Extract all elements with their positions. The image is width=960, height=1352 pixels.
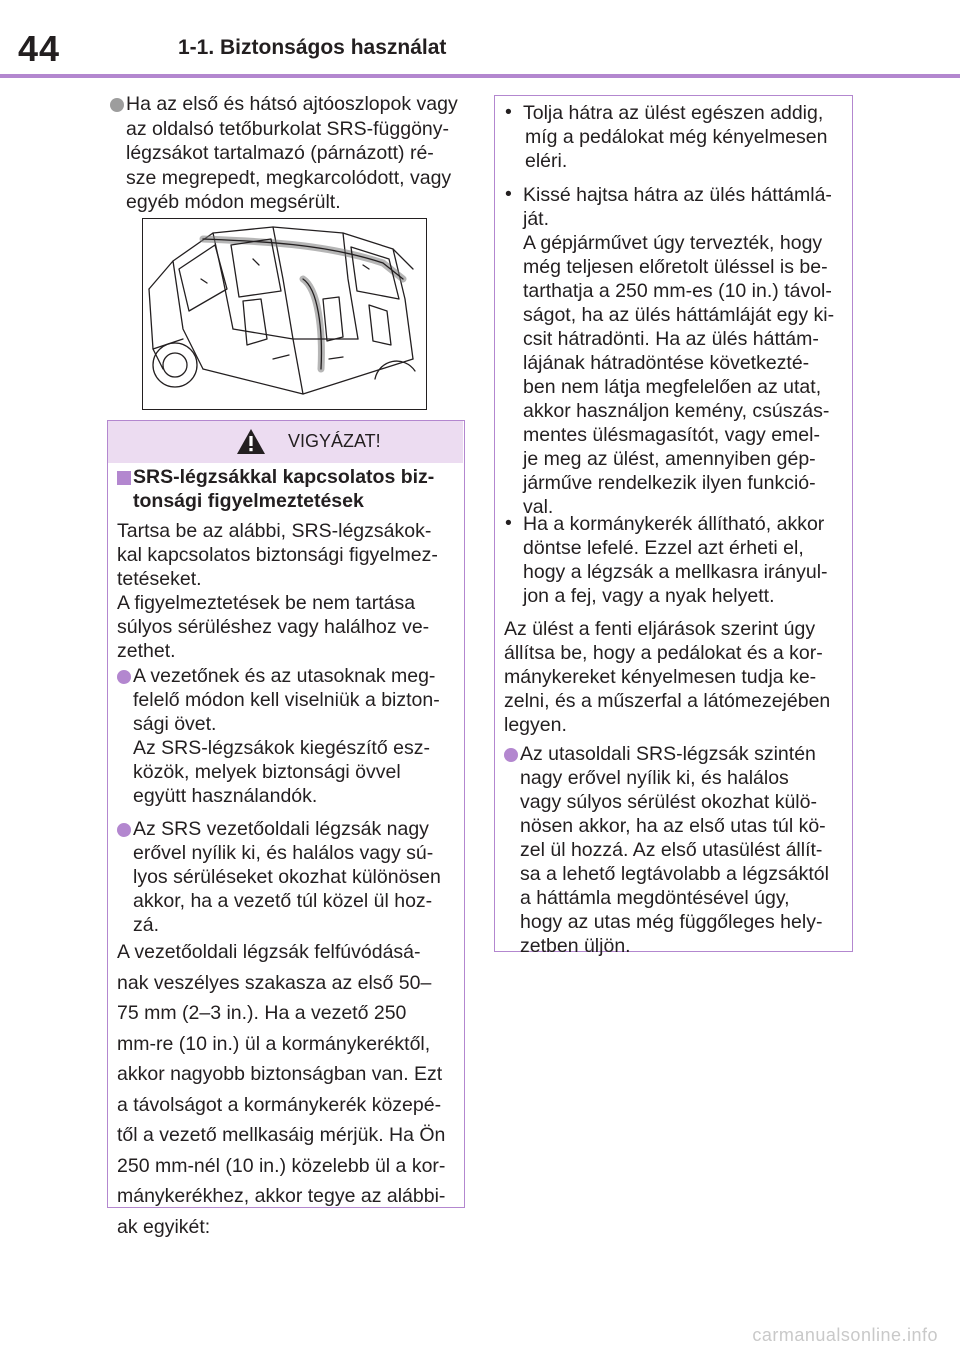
page-number: 44 (18, 28, 61, 69)
header-rule (0, 74, 960, 78)
bullet-dot-icon (117, 670, 131, 684)
section-square-icon (117, 471, 131, 485)
passenger-airbag-bullet: Az utasoldali SRS-légzsák szintén nagy erővel nyílik ki, és halálos vagy súlyos sérülést okozhat külö- nösen akkor, ha az első utas túl kö- zel ül hozzá. Az első utasülést állít- sa a lehető legtávolabb a légzsáktól a háttámla megdöntésével úgy, hogy az utas még függőleges hely- zetben üljön. (520, 743, 829, 957)
warning-header (108, 421, 463, 463)
warning-title: VIGYÁZAT! (288, 431, 381, 451)
warning-body: A vezetőoldali légzsák felfúvódásá- nak veszélyes szakasza az első 50– 75 mm (2–3 in.). Ha a vezető 250 mm-re (10 in.) ül a kormánykeréktől, akkor nagyobb biztonságban van. Ezt a távolságot a kormánykerék közepé- től a vezető mellkasáig mérjük. Ha Ön 250 mm-nél (10 in.) közelebb ül a kor- mánykerékhez, akkor tegye az alábbi- ak egyikét: (117, 941, 446, 1238)
list-marker: • (505, 101, 512, 123)
bullet-dot-icon (117, 823, 131, 837)
page-header (0, 0, 960, 80)
bullet-dot-icon (110, 98, 124, 112)
car-airbag-drawing (143, 219, 425, 408)
bullet-dot-icon (504, 748, 518, 762)
step-recline-seat: Kissé hajtsa hátra az ülés háttámlá- ját. A gépjárművet úgy tervezték, hogy még teljesen előretolt üléssel is be- tarthatja a 250 mm-es (10 in.) távol- ságot, ha az ülés háttámláját egy ki- csit hátradönti. Ha az ülés háttám- lájának hátradöntése következté- ben nem látja megfelelően az utat, akkor használjon kemény, csúszás- mentes ülésmagasítót, vagy emel- je meg az ülést, amennyiben gép- járműve rendelkezik ilyen funkció- val. (523, 184, 835, 518)
warning-bullet-driver-airbag: Az SRS vezetőoldali légzsák nagy erővel nyílik ki, és halálos vagy sú- lyos sérüléseket okozhat különösen akkor, ha a vezető túl közel ül hoz- zá. (133, 818, 441, 936)
section-title: 1-1. Biztonságos használat (178, 36, 447, 59)
footer-watermark: carmanualsonline.info (752, 1325, 938, 1345)
warning-triangle-icon (236, 428, 266, 455)
continuation-box (494, 95, 853, 957)
warning-heading: SRS-légzsákkal kapcsolatos biz- tonsági figyelmeztetések (133, 466, 435, 512)
warning-box (107, 420, 465, 1238)
list-marker: • (505, 512, 512, 534)
intro-bullet-text: Ha az első és hátsó ajtóoszlopok vagy az oldalsó tetőburkolat SRS-függöny- légzsákot tartalmazó (párnázott) ré- sze megrepedt, megkarcolódott, vagy egyéb módon megsérült. (126, 93, 458, 213)
adjustment-paragraph: Az ülést a fenti eljárások szerint úgy állítsa be, hogy a pedálokat és a kor- mánykereket kényelmesen tudja ke- zelni, és a műszerfal a látómezejében legyen. (504, 618, 831, 736)
list-marker: • (505, 183, 512, 205)
step-move-seat: Tolja hátra az ülést egészen addig, míg a pedálokat még kényelmesen eléri. (523, 102, 828, 172)
step-tilt-wheel: Ha a kormánykerék állítható, akkor döntse lefelé. Ezzel azt érheti el, hogy a légzsák a mellkasra irányul- jon a fej, vagy a nyak helyett. (523, 513, 828, 607)
car-interior-illustration (142, 218, 427, 410)
intro-bullet (108, 92, 468, 222)
warning-bullet-seatbelt: A vezetőnek és az utasoknak meg- felelő módon kell viselniük a bizton- sági övet. Az SRS-légzsákok kiegészítő esz- közök, melyek biztonsági övvel együtt használandók. (133, 665, 440, 807)
warning-intro: Tartsa be az alábbi, SRS-légzsákok- kal kapcsolatos biztonsági figyelmez- tetéseket. A figyelmeztetések be nem tartása súlyos sérüléshez vagy halálhoz ve- zethet. (117, 520, 438, 662)
